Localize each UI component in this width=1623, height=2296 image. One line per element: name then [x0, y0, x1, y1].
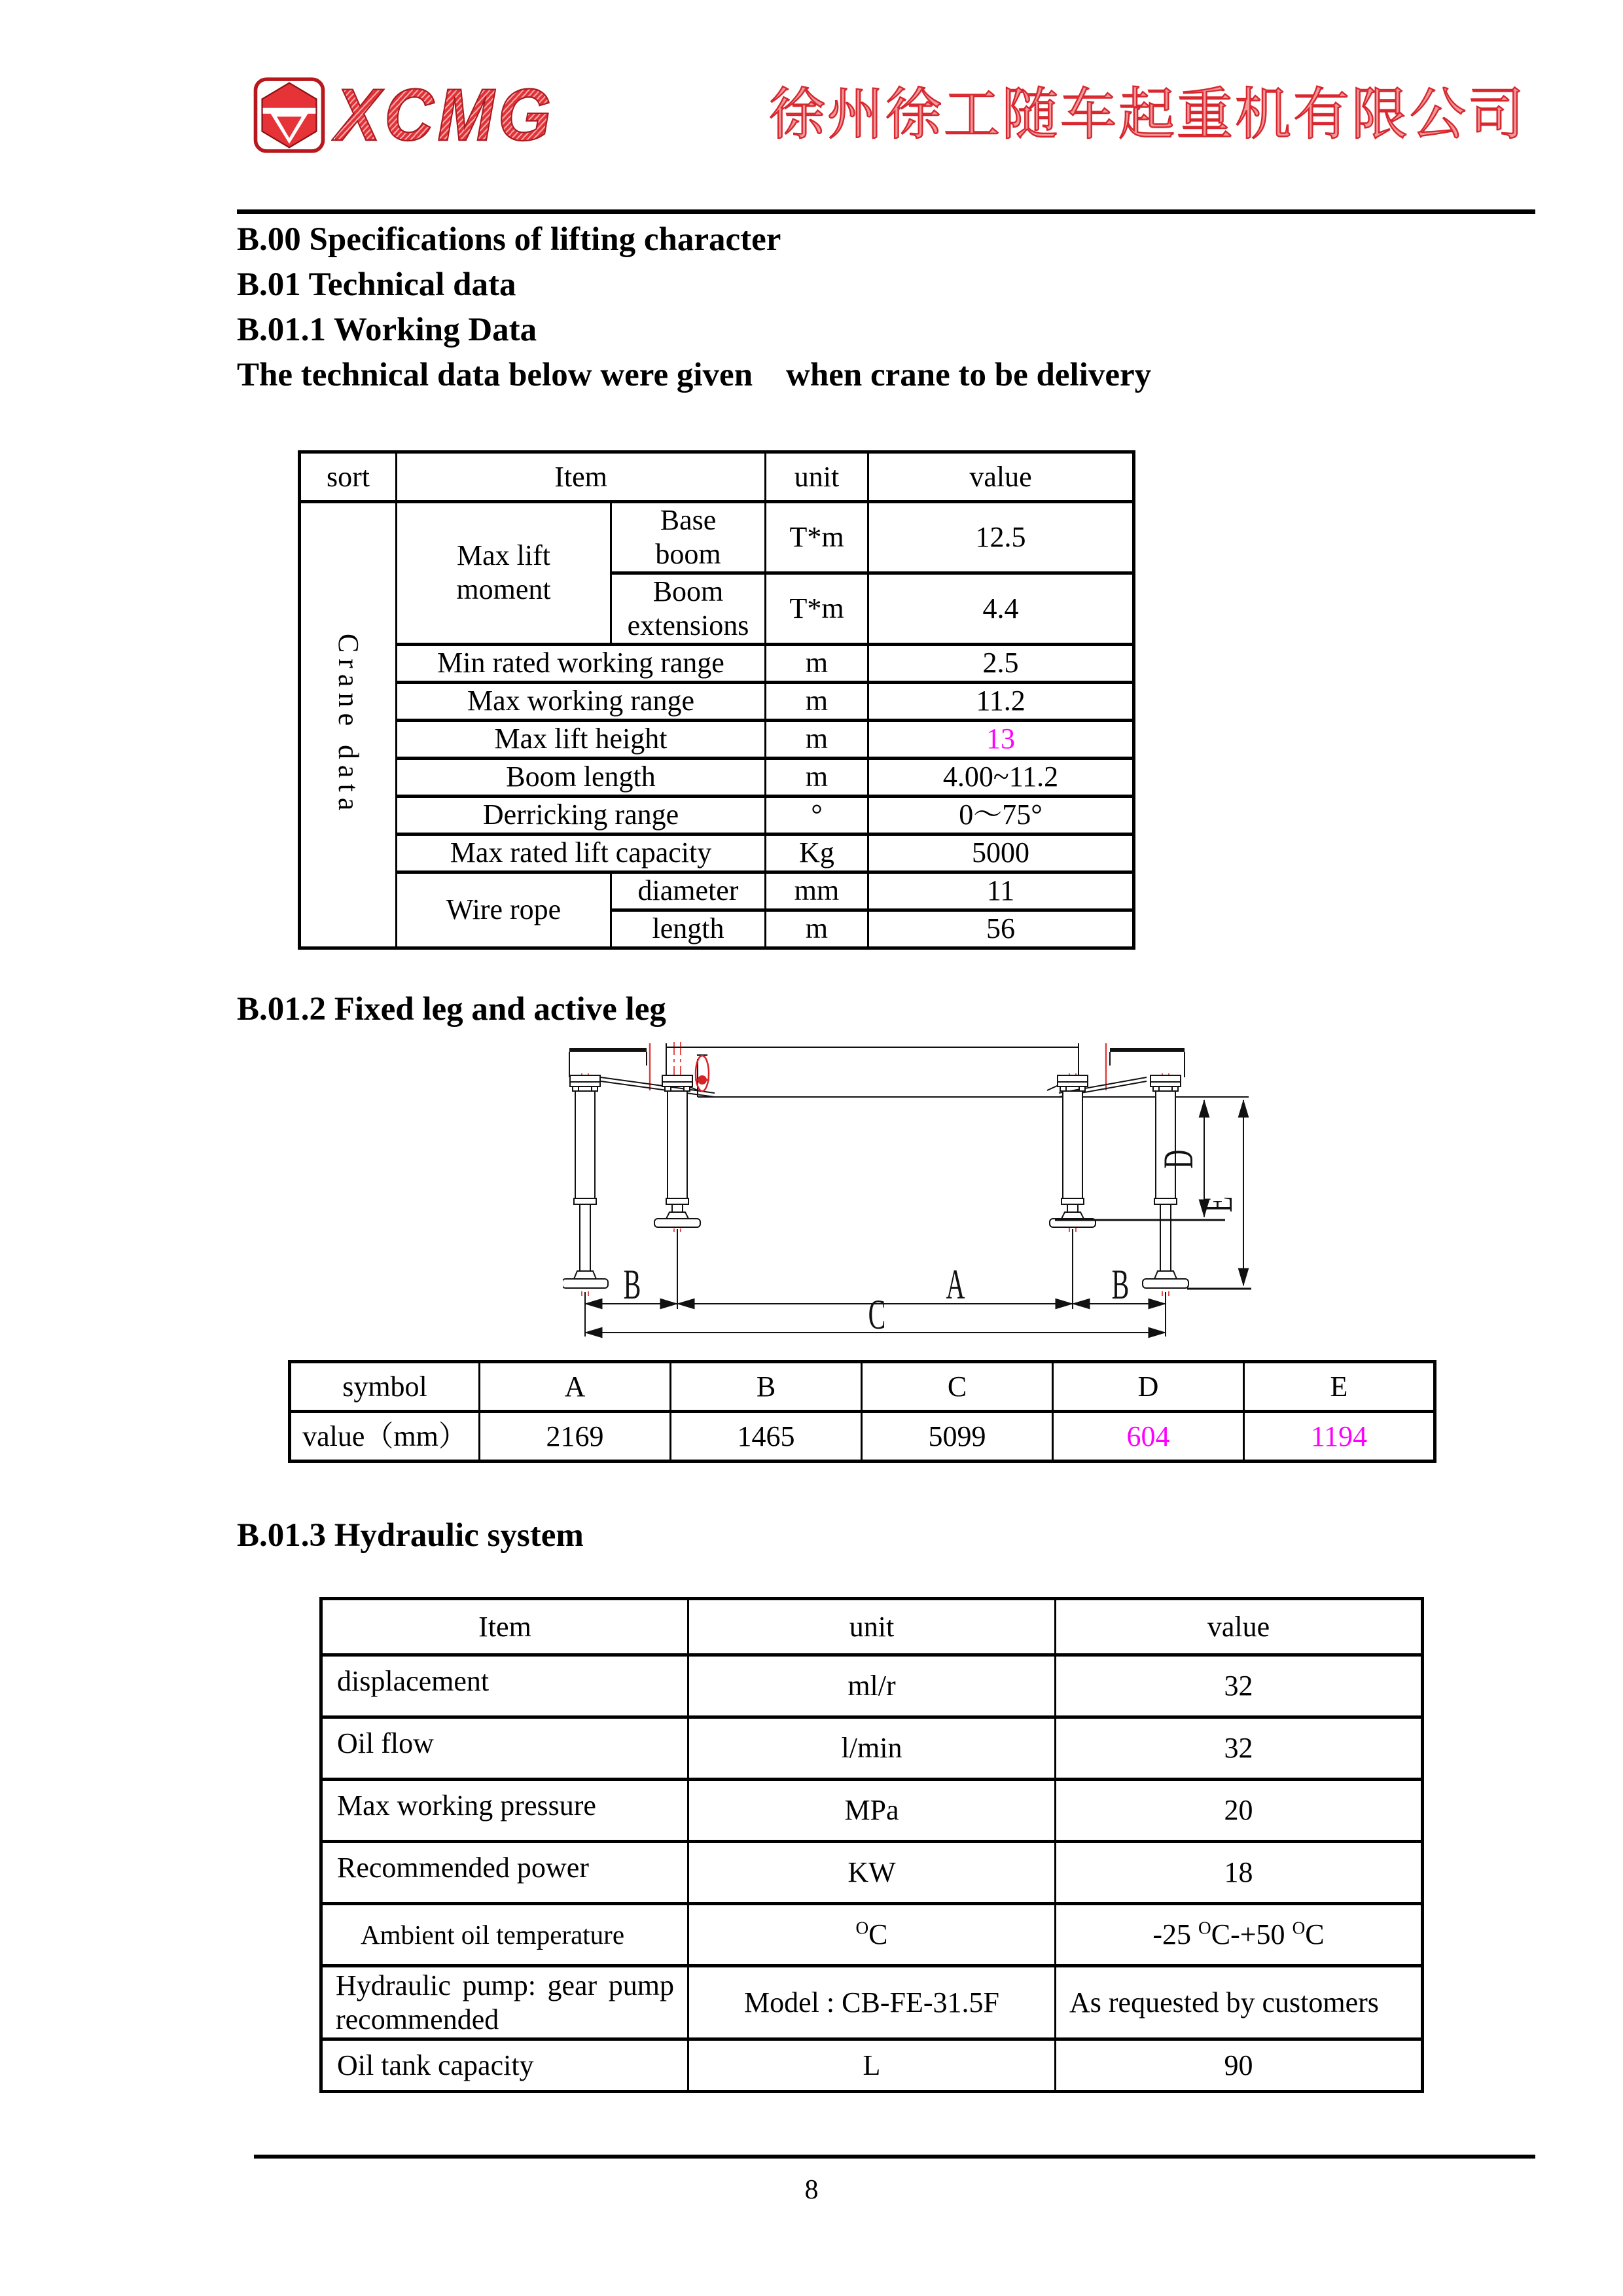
- table-row: [290, 1412, 1435, 1462]
- page-number: 8: [804, 2175, 819, 2205]
- table-header-row: [290, 1362, 1435, 1412]
- xcmg-emblem-icon: [253, 76, 326, 154]
- table-row: [300, 720, 1134, 758]
- table-row: [300, 682, 1134, 720]
- table-cell: 4.00~11.2: [868, 758, 1134, 796]
- table-header-row: [300, 452, 1134, 502]
- item-label: Recommended power: [321, 1842, 688, 1904]
- dim-label-b2: B: [1111, 1261, 1130, 1308]
- table-cell: mm: [766, 872, 868, 910]
- item-sub-label: diameter: [611, 872, 766, 910]
- table-cell: m: [766, 720, 868, 758]
- table-row: [321, 1966, 1423, 2039]
- footer-rule: [254, 2155, 1535, 2159]
- table-cell: m: [766, 644, 868, 682]
- col-header-value: value: [868, 452, 1134, 502]
- table-row: [321, 1842, 1423, 1904]
- dim-label-d: D: [1154, 1149, 1202, 1169]
- working-data-table: [298, 450, 1135, 950]
- table-cell: 32: [1056, 1655, 1423, 1717]
- col-header-item: Item: [321, 1599, 688, 1655]
- header-logo: [253, 76, 555, 154]
- table-cell: L: [688, 2039, 1056, 2092]
- dim-label-b1: B: [623, 1261, 641, 1308]
- item-label: Hydraulic pump: gear pump recommended: [321, 1966, 688, 2039]
- degree-sup: O: [1198, 1918, 1211, 1938]
- heading-b01: B.01 Technical data: [237, 266, 516, 303]
- table-row: [300, 644, 1134, 682]
- table-row: [321, 2039, 1423, 2092]
- table-row: [300, 834, 1134, 872]
- table-row: [321, 1655, 1423, 1717]
- table-cell: 2.5: [868, 644, 1134, 682]
- table-row: [321, 1780, 1423, 1842]
- table-cell: Min rated working range: [397, 644, 766, 682]
- table-cell: ml/r: [688, 1655, 1056, 1717]
- table-cell-highlight: 1194: [1244, 1412, 1435, 1462]
- table-cell: Model : CB-FE-31.5F: [688, 1966, 1056, 2039]
- table-cell: 32: [1056, 1717, 1423, 1780]
- table-row: [300, 758, 1134, 796]
- table-cell: Max lift height: [397, 720, 766, 758]
- table-cell: 5099: [862, 1412, 1053, 1462]
- table-cell: Max working range: [397, 682, 766, 720]
- value-part: C: [1305, 1918, 1325, 1951]
- value-part: C-+50: [1211, 1918, 1293, 1951]
- item-label: displacement: [321, 1655, 688, 1717]
- col-header-value: value: [1056, 1599, 1423, 1655]
- col-header-unit: unit: [688, 1599, 1056, 1655]
- table-cell: [611, 573, 766, 644]
- company-name: 徐州徐工随车起重机有限公司: [769, 83, 1526, 146]
- table-cell: [397, 502, 611, 645]
- item-label: Oil tank capacity: [321, 2039, 688, 2092]
- degree-sup: O: [1292, 1918, 1306, 1938]
- table-cell: [1056, 1904, 1423, 1966]
- table-cell: 5000: [868, 834, 1134, 872]
- intro-text: The technical data below were given when crane to be delivery: [237, 357, 1152, 393]
- table-cell: 11: [868, 872, 1134, 910]
- heading-b00: B.00 Specifications of lifting character: [237, 221, 781, 258]
- col-header-unit: unit: [766, 452, 868, 502]
- table-cell: 90: [1056, 2039, 1423, 2092]
- table-cell: MPa: [688, 1780, 1056, 1842]
- table-cell: 0～75°: [868, 796, 1134, 834]
- table-cell: T*m: [766, 573, 868, 644]
- table-row: [300, 796, 1134, 834]
- table-cell: m: [766, 910, 868, 948]
- col-header-item: Item: [397, 452, 766, 502]
- hydraulic-table: [319, 1597, 1424, 2093]
- table-cell-highlight: 13: [868, 720, 1134, 758]
- dim-label-a: A: [946, 1261, 965, 1308]
- symbol-col-e: E: [1244, 1362, 1435, 1412]
- leg-diagram: [563, 1039, 1315, 1347]
- col-header-sort: sort: [300, 452, 397, 502]
- symbol-header: symbol: [290, 1362, 480, 1412]
- heading-b012: B.01.2 Fixed leg and active leg: [237, 991, 666, 1028]
- table-cell: T*m: [766, 502, 868, 573]
- table-cell: 11.2: [868, 682, 1134, 720]
- table-cell: 20: [1056, 1780, 1423, 1842]
- dim-label-e: E: [1194, 1196, 1241, 1213]
- table-cell: 18: [1056, 1842, 1423, 1904]
- table-cell: As requested by customers: [1056, 1966, 1423, 2039]
- table-cell: Kg: [766, 834, 868, 872]
- unit-base: C: [868, 1918, 888, 1951]
- outrigger-legs: [563, 1075, 1188, 1288]
- red-reference-ticks: [650, 1043, 1106, 1090]
- item-sub-label: Boom extensions: [627, 575, 749, 641]
- heading-b011: B.01.1 Working Data: [237, 312, 537, 348]
- symbol-col-c: C: [862, 1362, 1053, 1412]
- table-row: [300, 872, 1134, 910]
- table-cell: 56: [868, 910, 1134, 948]
- table-cell: 1465: [671, 1412, 862, 1462]
- degree-sup: O: [855, 1918, 869, 1938]
- dim-label-c: C: [868, 1291, 886, 1338]
- item-group-label: Wire rope: [397, 872, 611, 948]
- symbol-col-a: A: [480, 1362, 671, 1412]
- table-cell: KW: [688, 1842, 1056, 1904]
- item-label: Oil flow: [321, 1717, 688, 1780]
- table-cell: l/min: [688, 1717, 1056, 1780]
- item-label: Max working pressure: [321, 1780, 688, 1842]
- item-sub-label: length: [611, 910, 766, 948]
- xcmg-wordmark: XCMG: [335, 74, 555, 156]
- symbol-table: [288, 1360, 1436, 1463]
- table-cell: [611, 502, 766, 573]
- crane-data-label: Crane data: [300, 502, 397, 948]
- table-cell: 4.4: [868, 573, 1134, 644]
- table-cell: 2169: [480, 1412, 671, 1462]
- value-row-label: value（mm）: [290, 1412, 480, 1462]
- table-cell: m: [766, 682, 868, 720]
- table-cell: Derricking range: [397, 796, 766, 834]
- table-cell: Boom length: [397, 758, 766, 796]
- dimension-labels: [624, 1150, 1241, 1338]
- symbol-col-d: D: [1053, 1362, 1244, 1412]
- header-rule: [237, 209, 1535, 214]
- table-row: [300, 502, 1134, 573]
- value-part: -25: [1152, 1918, 1199, 1951]
- table-row: [321, 1717, 1423, 1780]
- table-cell-highlight: 604: [1053, 1412, 1244, 1462]
- item-label: Ambient oil temperature: [321, 1904, 688, 1966]
- table-row: [321, 1904, 1423, 1966]
- item-group-label: Max lift moment: [456, 539, 551, 606]
- heading-b013: B.01.3 Hydraulic system: [237, 1517, 584, 1554]
- item-sub-label: Base boom: [655, 504, 721, 570]
- table-cell: 12.5: [868, 502, 1134, 573]
- table-cell: m: [766, 758, 868, 796]
- table-header-row: [321, 1599, 1423, 1655]
- table-cell: °: [766, 796, 868, 834]
- table-cell: [688, 1904, 1056, 1966]
- symbol-col-b: B: [671, 1362, 862, 1412]
- table-cell: Max rated lift capacity: [397, 834, 766, 872]
